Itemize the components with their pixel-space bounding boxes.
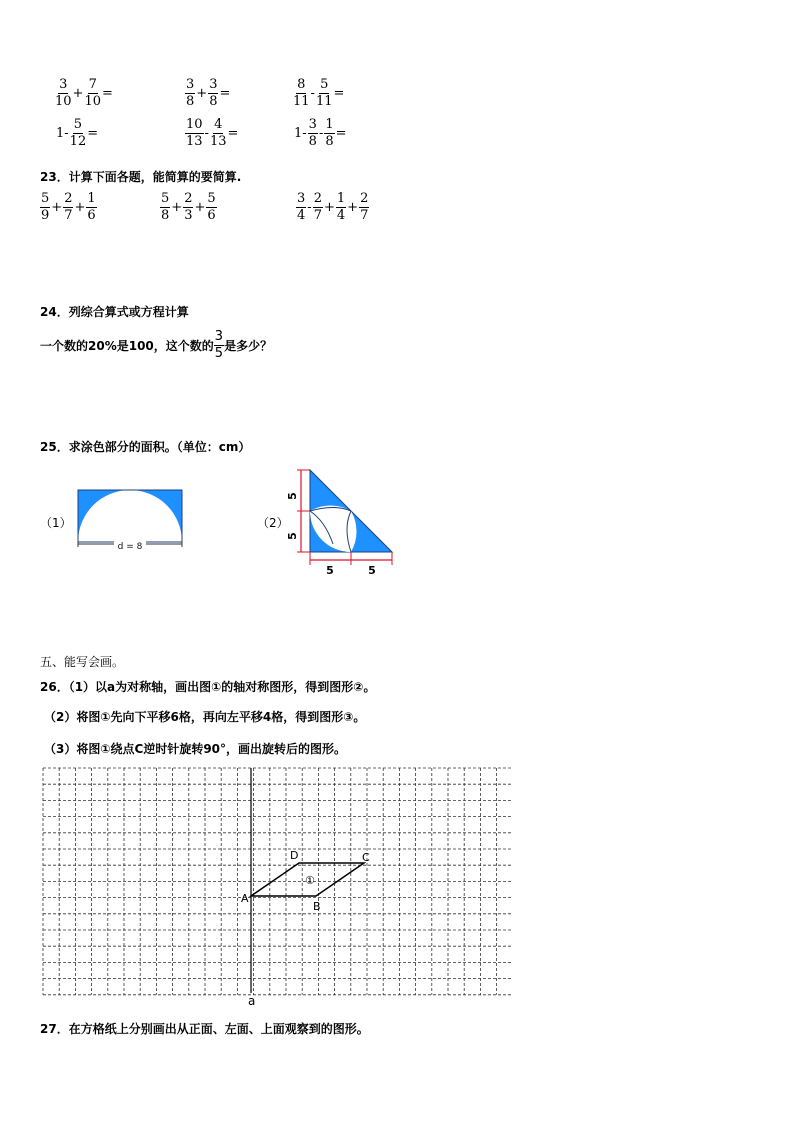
fraction-denominator: 4 [297, 207, 306, 223]
fraction-numerator: 2 [184, 191, 193, 206]
fraction-numerator: 5 [41, 191, 50, 206]
calc-expression [55, 118, 99, 148]
operator: - [204, 125, 209, 141]
grid-paper [40, 765, 512, 1008]
equals-sign: = [87, 125, 99, 141]
fraction [293, 78, 310, 108]
operator: + [171, 199, 183, 215]
fraction [208, 78, 218, 108]
question-26-line-3: （3）将图①绕点C逆时针旋转90°，画出旋转后的图形。 [44, 742, 347, 756]
fraction-denominator: 12 [69, 133, 87, 149]
equals-sign: = [227, 125, 239, 141]
operator: + [196, 85, 208, 101]
q23-expression [40, 192, 97, 222]
question-25-title: 25．求涂色部分的面积。（单位：cm） [40, 440, 251, 454]
expression-prefix: 1- [56, 125, 69, 141]
fraction [336, 192, 346, 222]
fraction-denominator: 6 [207, 207, 216, 223]
calc-expression [185, 118, 239, 148]
point-b-label: B [313, 900, 321, 913]
calc-expression [293, 118, 348, 148]
question-26-line-1: 26．（1）以a为对称轴，画出图①的轴对称图形，得到图形②。 [40, 680, 376, 694]
calc-expression [55, 78, 114, 108]
fraction-numerator: 5 [73, 117, 83, 132]
fraction [308, 118, 318, 148]
operator: - [307, 199, 312, 215]
fraction [206, 192, 216, 222]
fraction [40, 192, 50, 222]
fraction-denominator: 7 [64, 207, 73, 223]
question-24-text [40, 330, 272, 360]
fraction [185, 78, 195, 108]
dim-bottom-left: 5 [326, 564, 334, 577]
dim-bottom-right: 5 [368, 564, 376, 577]
equals-sign: = [333, 85, 345, 101]
fraction-numerator: 5 [320, 77, 329, 92]
fraction-denominator: 10 [55, 93, 72, 109]
q23-expression [160, 192, 217, 222]
fraction-denominator: 8 [209, 93, 218, 109]
fraction-numerator: 10 [186, 117, 203, 132]
expression-prefix: 1- [294, 125, 307, 141]
operator: + [194, 199, 206, 215]
fraction [160, 192, 170, 222]
fraction-denominator: 7 [360, 207, 369, 223]
fraction-numerator: 3 [59, 77, 68, 92]
question-24-text-after: 是多少？ [224, 338, 273, 353]
fraction-numerator: 1 [336, 191, 346, 206]
question-24-fraction [214, 330, 224, 360]
fraction-numerator: 4 [214, 117, 223, 132]
fraction-denominator: 11 [293, 93, 310, 109]
fraction [63, 192, 73, 222]
fraction-numerator: 3 [308, 117, 317, 132]
fraction-numerator: 1 [325, 117, 334, 132]
operator: - [310, 85, 315, 101]
operator: + [72, 85, 84, 101]
fraction-numerator: 3 [209, 77, 218, 92]
diameter-label: d = 8 [117, 542, 143, 552]
fraction-numerator: 2 [313, 191, 322, 206]
fraction-denominator: 8 [325, 133, 334, 149]
fraction-numerator: 3 [214, 329, 224, 344]
figure-2-triangle [285, 466, 400, 578]
fraction-numerator: 7 [88, 77, 97, 92]
fraction-numerator: 5 [207, 191, 216, 206]
grid-lines [43, 768, 512, 995]
operator: + [323, 199, 335, 215]
operator: + [51, 199, 63, 215]
fraction-denominator: 7 [313, 207, 322, 223]
operator: + [74, 199, 86, 215]
fraction-denominator: 13 [186, 133, 203, 149]
dim-left-bottom: 5 [286, 532, 299, 540]
dim-left-top: 5 [286, 492, 299, 500]
fraction [296, 192, 306, 222]
calc-expression [185, 78, 231, 108]
equals-sign: = [102, 85, 113, 101]
point-a-label: A [241, 892, 249, 905]
equals-sign: = [219, 85, 231, 101]
question-26-line-2: （2）将图①先向下平移6格，再向左平移4格，得到图形③。 [44, 710, 366, 724]
figure-1-label: （1） [40, 516, 72, 530]
fraction [185, 118, 204, 148]
question-24-title: 24．列综合算式或方程计算 [40, 305, 189, 319]
fraction [55, 78, 72, 108]
fraction [84, 78, 101, 108]
fraction-denominator: 8 [161, 207, 170, 223]
question-23-title: 23．计算下面各题，能简算的要简算. [40, 170, 242, 184]
question-24-text-before: 一个数的20%是100，这个数的 [40, 338, 214, 353]
fraction-denominator: 6 [87, 207, 96, 223]
fraction [70, 118, 87, 148]
equals-sign: = [335, 125, 347, 141]
fraction [86, 192, 96, 222]
fraction-numerator: 8 [297, 77, 306, 92]
fraction-numerator: 3 [186, 77, 195, 92]
fraction-denominator: 5 [214, 345, 224, 361]
fraction-denominator: 4 [336, 207, 346, 223]
fraction-numerator: 5 [161, 191, 170, 206]
point-c-label: C [362, 851, 370, 864]
fraction-denominator: 8 [186, 93, 195, 109]
figure-1-semicircle [76, 488, 186, 558]
fraction-numerator: 3 [297, 191, 306, 206]
section-5-title: 五、能写会画。 [40, 655, 125, 669]
fraction [313, 192, 323, 222]
fraction-denominator: 10 [84, 93, 101, 109]
q23-expression [296, 192, 369, 222]
fraction [183, 192, 193, 222]
calc-expression [293, 78, 345, 108]
point-d-label: D [290, 849, 299, 862]
fraction-numerator: 2 [360, 191, 369, 206]
fraction-denominator: 3 [184, 207, 193, 223]
question-27-title: 27．在方格纸上分别画出从正面、左面、上面观察到的图形。 [40, 1022, 369, 1036]
axis-a-label: a [248, 994, 256, 1008]
figure-2-label: （2） [257, 516, 289, 530]
fraction-denominator: 13 [209, 133, 227, 149]
shape-1-label: ① [305, 874, 315, 887]
fraction [316, 78, 333, 108]
fraction-numerator: 2 [64, 191, 73, 206]
operator: + [347, 199, 359, 215]
fraction-denominator: 11 [315, 93, 333, 109]
operator: - [318, 125, 324, 141]
fraction-numerator: 1 [87, 191, 96, 206]
fraction-denominator: 8 [308, 133, 317, 149]
fraction [324, 118, 334, 148]
fraction [210, 118, 227, 148]
fraction-denominator: 9 [41, 207, 50, 223]
fraction [359, 192, 369, 222]
